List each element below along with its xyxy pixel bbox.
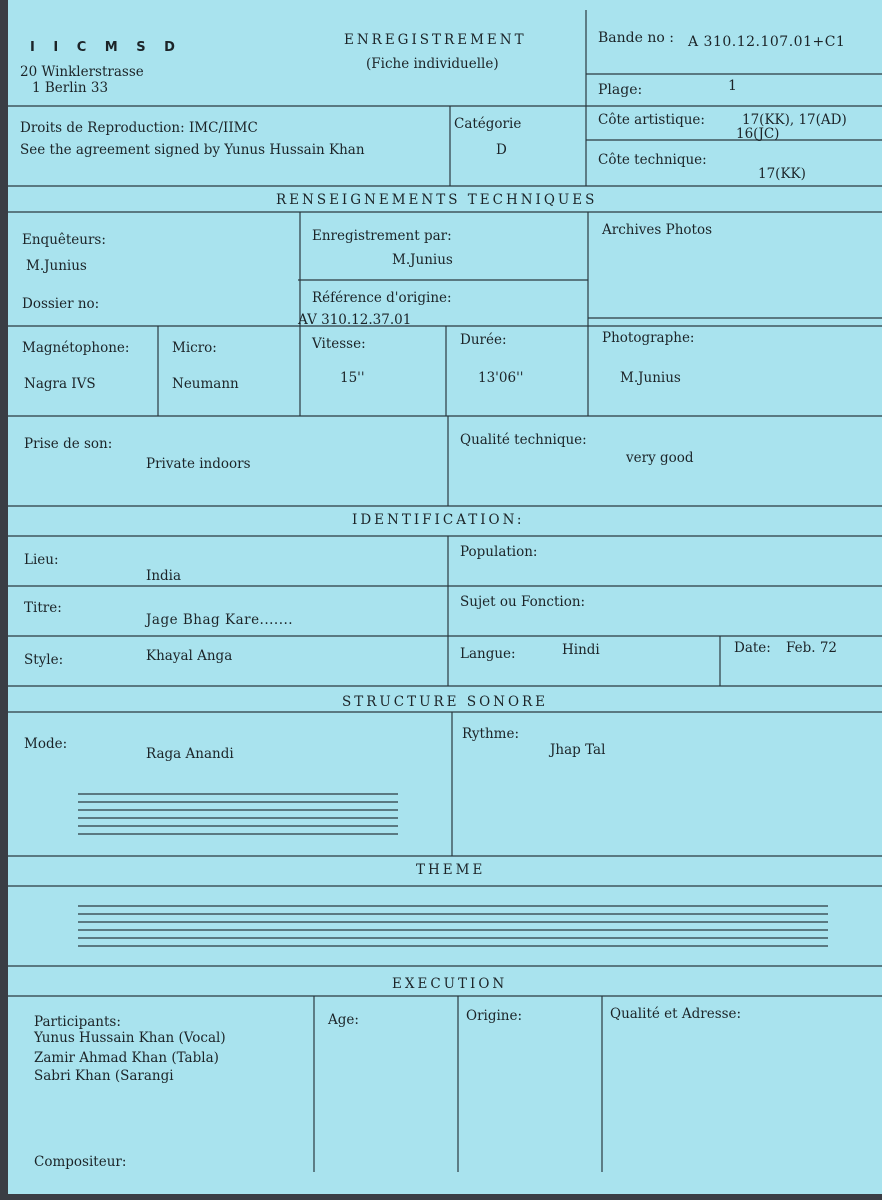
theme-heading: THEME [416, 862, 486, 878]
titre-value: Jage Bhag Kare....... [146, 612, 294, 628]
reference-label: Référence d'origine: [312, 290, 452, 306]
identification-heading: IDENTIFICATION: [352, 512, 525, 528]
bande-label: Bande no : [598, 30, 674, 46]
org-name: I I C M S D [30, 40, 182, 55]
population-label: Population: [460, 544, 538, 560]
rights-note: See the agreement signed by Yunus Hussain Khan [20, 142, 365, 158]
date-value: Feb. 72 [786, 640, 838, 656]
duree-value: 13'06'' [478, 370, 524, 386]
rythme-label: Rythme: [462, 726, 520, 742]
sujet-label: Sujet ou Fonction: [460, 594, 586, 610]
participant-1: Yunus Hussain Khan (Vocal) [34, 1030, 226, 1046]
photographe-label: Photographe: [602, 330, 695, 346]
mode-value: Raga Anandi [146, 746, 234, 762]
participant-2: Zamir Ahmad Khan (Tabla) [34, 1050, 219, 1066]
cote-technique-label: Côte technique: [598, 152, 707, 168]
enqueteurs-label: Enquêteurs: [22, 232, 106, 248]
cote-artistique-value2: 16(JC) [736, 126, 780, 142]
vitesse-label: Vitesse: [312, 336, 366, 352]
style-label: Style: [24, 652, 64, 668]
micro-value: Neumann [172, 376, 239, 392]
origine-label: Origine: [466, 1008, 523, 1024]
qualite-label: Qualité technique: [460, 432, 587, 448]
technical-heading: RENSEIGNEMENTS TECHNIQUES [276, 192, 598, 208]
plage-value: 1 [728, 78, 737, 94]
vitesse-value: 15'' [340, 370, 365, 386]
duree-label: Durée: [460, 332, 507, 348]
enqueteurs-value: M.Junius [26, 258, 87, 274]
participant-3: Sabri Khan (Sarangi [34, 1068, 174, 1084]
cote-technique-value: 17(KK) [758, 166, 806, 182]
categorie-label: Catégorie [454, 116, 522, 132]
execution-heading: EXECUTION [392, 976, 508, 992]
enregistrement-label: Enregistrement par: [312, 228, 452, 244]
plage-label: Plage: [598, 82, 643, 98]
qualite-adresse-label: Qualité et Adresse: [610, 1006, 742, 1022]
participants-label: Participants: [34, 1014, 121, 1030]
compositeur-label: Compositeur: [34, 1154, 127, 1170]
langue-label: Langue: [460, 646, 516, 662]
prise-label: Prise de son: [24, 436, 113, 452]
langue-value: Hindi [562, 642, 600, 658]
address-city: 1 Berlin 33 [32, 80, 109, 96]
micro-label: Micro: [172, 340, 217, 356]
form-grid-lines [8, 0, 882, 1194]
photographe-value: M.Junius [620, 370, 681, 386]
style-value: Khayal Anga [146, 648, 233, 664]
address-street: 20 Winklerstrasse [20, 64, 144, 80]
form-title: ENREGISTREMENT [344, 32, 527, 48]
enregistrement-value: M.Junius [392, 252, 453, 268]
magnetophone-label: Magnétophone: [22, 340, 130, 356]
age-label: Age: [328, 1012, 359, 1028]
titre-label: Titre: [24, 600, 62, 616]
prise-value: Private indoors [146, 456, 251, 472]
form-subtitle: (Fiche individuelle) [366, 56, 499, 72]
reference-value: AV 310.12.37.01 [298, 312, 412, 328]
categorie-value: D [496, 142, 507, 158]
cote-artistique-label: Côte artistique: [598, 112, 705, 128]
qualite-value: very good [626, 450, 694, 466]
rythme-value: Jhap Tal [550, 742, 606, 758]
cote-artistique-value: 17(KK), 17(AD) [742, 112, 847, 128]
bande-value: A 310.12.107.01+C1 [688, 34, 846, 50]
mode-label: Mode: [24, 736, 68, 752]
date-label: Date: [734, 640, 771, 656]
magnetophone-value: Nagra IVS [24, 376, 96, 392]
dossier-label: Dossier no: [22, 296, 100, 312]
rights-label: Droits de Reproduction: IMC/IIMC [20, 120, 258, 136]
lieu-value: India [146, 568, 182, 584]
archives-label: Archives Photos [602, 222, 712, 238]
index-card [8, 0, 882, 1194]
structure-heading: STRUCTURE SONORE [342, 694, 549, 710]
lieu-label: Lieu: [24, 552, 59, 568]
